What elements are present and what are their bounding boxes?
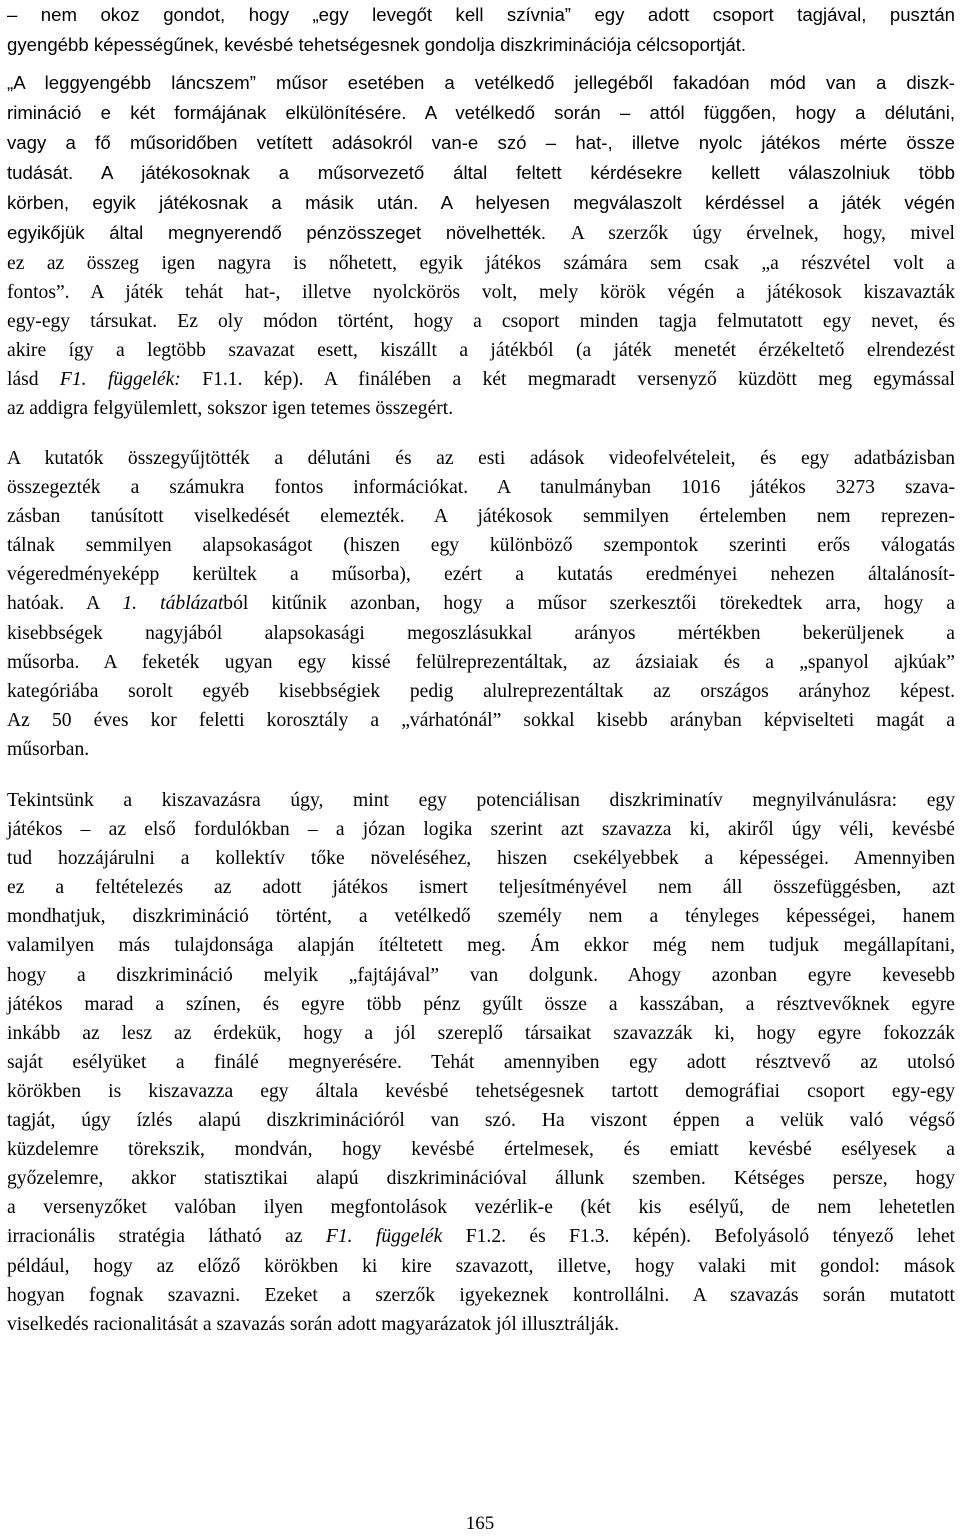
text-line [7, 873, 955, 902]
text-segment: fontos”. A játék tehát hat-, illetve nyolckörös volt, mely körök végén a játékosok kiszavazták [7, 281, 955, 303]
text-line [7, 844, 955, 873]
text-segment: egy-egy társukat. Ez oly módon történt, hogy a csoport minden tagja felmutatott egy nevet, és [7, 310, 955, 332]
text-segment: – nem okoz gondot, hogy „egy levegőt kell szívnia” egy adott csoport tagjával, pusztán [7, 4, 955, 25]
text-line [7, 1019, 955, 1048]
text-segment: hatóak. A [7, 593, 123, 615]
paragraph-4 [7, 786, 955, 1339]
text-segment: körben, egyik játékosnak a másik után. A helyesen megválaszolt kérdéssel a játék végén [7, 192, 955, 214]
text-line [7, 188, 955, 218]
text-segment: küzdelemre törekszik, mondván, hogy kevésbé értelmesek, és emiatt kevésbé esélyesek a [7, 1139, 955, 1161]
text-line [7, 589, 955, 618]
text-line [7, 1252, 955, 1281]
text-line [7, 560, 955, 589]
paragraph-3 [7, 444, 955, 764]
text-segment: lásd [7, 368, 60, 390]
text-line [7, 98, 955, 128]
text-segment: játékos marad a színen, és egyre több pénz gyűlt össze a kasszában, a résztvevőknek egyre [7, 993, 955, 1015]
text-line [7, 1281, 955, 1310]
text-line [7, 1106, 955, 1135]
text-line [7, 278, 955, 307]
text-segment: irracionális stratégia látható az [7, 1226, 326, 1248]
text-segment: inkább az lesz az érdekük, hogy a jól szereplő társaikat szavazzák ki, hogy egyre fokozzák [7, 1022, 955, 1044]
text-segment: kategóriába sorolt egyéb kisebbségiek pedig alulreprezentáltak az országos arányhoz képest. [7, 680, 955, 702]
page-number: 165 [465, 1513, 495, 1534]
text-line [7, 502, 955, 531]
text-segment: vagy a fő műsoridőben vetített adásokról van-e szó – hat-, illetve nyolc játékos mérte össze [7, 132, 955, 154]
text-segment: Az 50 éves kor feletti korosztály a „várhatónál” sokkal kisebb arányban képviselteti magát a [7, 709, 955, 731]
text-segment: rimináció e két formájának elkülönítésére. [7, 102, 425, 124]
text-segment: hogy a diszkrimináció melyik „fajtájával” van dolgunk. Ahogy azonban egyre kevesebb [7, 964, 955, 986]
italic-reference: F1. függelék [325, 1226, 443, 1248]
text-segment: F1.2. és F1.3. képén). Befolyásoló tényező lehet [442, 1226, 955, 1248]
text-segment: például, hogy az előző körökben ki kire szavazott, illetve, hogy valaki mit gondol: mások [7, 1255, 955, 1277]
text-line [7, 931, 955, 960]
text-segment: A szerzők úgy érvelnek, hogy, mivel [570, 223, 955, 245]
text-segment: végeredményeképp kerültek a műsorba), ezért a kutatás eredményei nehezen általánosít- [7, 564, 955, 586]
text-segment: játékos – az első fordulókban – a józan logika szerint azt szavazza ki, akiről úgy véli, kevésbé [7, 819, 955, 841]
text-line [7, 473, 955, 502]
text-line [7, 961, 955, 990]
text-line [7, 249, 955, 278]
text-line [7, 444, 955, 473]
text-segment: mondhatjuk, diszkrimináció történt, a vetélkedő személy nem a tényleges képességei, hanem [7, 906, 955, 928]
text-segment: A vetélkedő során – attól függően, hogy a délutáni, [424, 102, 955, 124]
paragraph-2 [7, 68, 955, 423]
text-segment: ez a feltételezés az adott játékos ismert teljesítményével nem áll összefüggésben, azt [7, 877, 955, 899]
text-segment: egyikőjük által megnyerendő pénzösszeget növelhették. [7, 222, 571, 244]
text-segment: körökben is kiszavazza egy általa kevésbé tehetségesnek tartott demográfiai csoport egy-egy [7, 1080, 955, 1102]
text-line [7, 786, 955, 815]
italic-reference: 1. táblázat [122, 593, 224, 615]
text-line [7, 1164, 955, 1193]
text-segment: ez az összeg igen nagyra is nőhetett, egyik játékos számára sem csak „a részvétel volt a [7, 252, 955, 274]
italic-reference: F1. függelék: [59, 368, 181, 390]
text-line [7, 307, 955, 336]
text-segment: Tekintsünk a kiszavazásra úgy, mint egy potenciálisan diszkriminatív megnyilvánulásra: egy [7, 790, 955, 811]
text-segment: tálnak semmilyen alapsokaságot (hiszen egy különböző szempontok szerinti erős válogatás [7, 535, 955, 557]
text-line [7, 1135, 955, 1164]
text-segment: kisebbségek nagyjából alapsokasági megoszlásukkal arányos mértékben bekerüljenek a [7, 622, 955, 644]
text-segment: tudását. A játékosoknak a műsorvezető által feltett kérdésekre kellett válaszolniuk több [7, 162, 955, 184]
text-segment: győzelemre, akkor statisztikai alapú diszkriminációval állunk szemben. Kétséges persze, hogy [7, 1168, 955, 1190]
text-line [7, 0, 955, 30]
text-line [7, 68, 955, 98]
text-line [7, 128, 955, 158]
text-segment: zásban tanúsított viselkedését elemezték. A játékosok semmilyen értelemben nem reprezen- [7, 506, 955, 528]
text-segment: hogyan fognak szavazni. Ezeket a szerzők igyekeznek kontrollálni. A szavazás során mutatott [7, 1284, 955, 1306]
text-segment: akire így a legtöbb szavazat esett, kiszállt a játékból (a játék menetét érzékeltető elrendezést [7, 339, 955, 361]
text-line [7, 735, 955, 764]
text-segment: tud hozzájárulni a kollektív tőke növeléséhez, hiszen csekélyebbek a képességei. Amennyiben [7, 848, 955, 870]
paragraph-1 [7, 0, 955, 60]
text-segment: összegezték a számukra fontos információkat. A tanulmányban 1016 játékos 3273 szava- [7, 477, 955, 499]
text-segment: a versenyzőket valóban ilyen megfontolások vezérlik-e (két kis esélyű, de nem lehetetlen [7, 1197, 955, 1219]
text-line [7, 1222, 955, 1251]
text-line [7, 336, 955, 365]
text-line [7, 531, 955, 560]
text-segment: „A leggyengébb láncszem” műsor esetében a vetélkedő jellegéből fakadóan mód van a diszk- [7, 72, 955, 93]
text-line [7, 218, 955, 248]
text-segment: A kutatók összegyűjtötték a délutáni és az esti adások videofelvételeit, és egy adatbázisban [7, 448, 955, 469]
text-segment: saját esélyüket a finálé megnyerésére. Tehát amennyiben egy adott résztvevő az utolsó [7, 1051, 955, 1073]
text-segment: az addigra felgyülemlett, sokszor igen tetemes összegért. [7, 398, 454, 420]
text-line [7, 648, 955, 677]
text-segment: ból kitűnik azonban, hogy a műsor szerkesztői törekedtek arra, hogy a [223, 593, 955, 615]
text-line [7, 990, 955, 1019]
text-line [7, 158, 955, 188]
text-line [7, 815, 955, 844]
text-line [7, 30, 955, 60]
text-line [7, 1310, 955, 1339]
text-line [7, 394, 955, 423]
text-line [7, 902, 955, 931]
text-line [7, 1048, 955, 1077]
text-segment: műsorban. [7, 738, 90, 760]
text-line [7, 365, 955, 394]
text-segment: gyengébb képességűnek, kevésbé tehetségesnek gondolja diszkriminációja célcsoportját. [7, 34, 747, 56]
text-segment: viselkedés racionalitását a szavazás során adott magyarázatok jól illusztrálják. [7, 1313, 620, 1335]
text-segment: műsorba. A feketék ugyan egy kissé felülreprezentáltak, az ázsiaiak és a „spanyol ajkúak” [7, 651, 955, 673]
text-line [7, 706, 955, 735]
text-segment: F1.1. kép). A finálében a két megmaradt versenyző küzdött meg egymással [180, 368, 955, 390]
text-line [7, 1077, 955, 1106]
text-segment: valamilyen más tulajdonsága alapján ítéltetett meg. Ám ekkor még nem tudjuk megállapítani, [7, 935, 955, 957]
text-segment: tagját, úgy ízlés alapú diszkriminációról van szó. Ha viszont éppen a velük való végső [7, 1110, 955, 1132]
text-line [7, 677, 955, 706]
text-line [7, 619, 955, 648]
text-line [7, 1193, 955, 1222]
